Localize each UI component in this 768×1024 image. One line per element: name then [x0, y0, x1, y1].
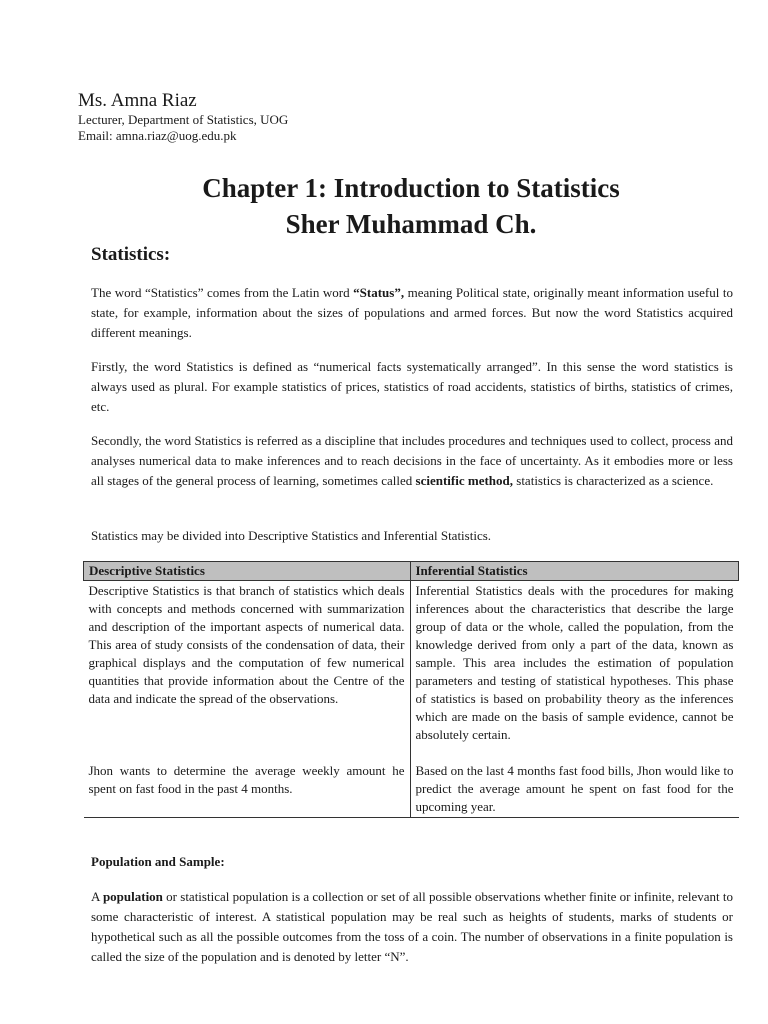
paragraph-text: or statistical population is a collection or set of all possible observations whether finite or infinite, relevant to some characteristic of interest. A statistical population may be real such as heights of students, marks of students or hypothetical such as all the possible outcomes from the toss of a coin. The number of observations in a finite population is called the size of the population and is denoted by letter “N”. — [91, 889, 734, 964]
paragraph-text: A — [91, 889, 103, 904]
inferential-definition-cell: Inferential Statistics deals with the procedures for making inferences about the characteristics that describe the large group of data or the whole, called the population, from the knowledge derived from only a part of the data, known as sample. This area includes the estimation of population parameters and testing of statistical hypotheses. This phase of statistics is based on probability theory as the inferences which are made on the basis of sample evidence, cannot be absolutely certain. — [410, 581, 739, 761]
paragraph-second-meaning — [91, 431, 733, 491]
table-row-definitions — [84, 581, 739, 761]
table-header-inferential: Inferential Statistics — [410, 562, 739, 581]
paragraph-text: Secondly, the word Statistics is referred as a discipline that includes procedures and techniques used to collect, process and analyses numerical data to make inferences and to reach decisions in the face of uncertainty. As it embodies more or less all stages of the general process of learning, sometimes called — [91, 433, 733, 488]
section-heading: Statistics: — [91, 244, 171, 265]
paragraph-division: Statistics may be divided into Descriptive Statistics and Inferential Statistics. — [91, 528, 492, 543]
author-name: Ms. Amna Riaz — [78, 90, 197, 111]
scientific-method-term: scientific method, — [415, 473, 514, 488]
table-row-examples — [84, 760, 739, 818]
descriptive-example-cell: Jhon wants to determine the average weekly amount he spent on fast food in the past 4 months. — [84, 760, 411, 818]
status-term: “Status”, — [353, 285, 405, 300]
paragraph-text: statistics is characterized as a science. — [513, 473, 714, 488]
population-term: population — [102, 889, 163, 904]
paragraph-population — [91, 887, 733, 967]
population-sample-heading: Population and Sample: — [91, 854, 225, 869]
descriptive-definition-cell: Descriptive Statistics is that branch of statistics which deals with concepts and methods concerned with summarization and description of the important aspects of numerical data. This area of study consists of the condensation of data, their graphical displays and the computation of few numerical quantities that provide information about the Centre of the data and indicate the spread of the observations. — [84, 581, 411, 761]
table-header-descriptive: Descriptive Statistics — [84, 562, 411, 581]
paragraph-first-meaning: Firstly, the word Statistics is defined as “numerical facts systematically arranged”. In this sense the word statistics is always used as plural. For example statistics of prices, statistics of road accidents, statistics of births, statistics of crimes, etc. — [91, 359, 733, 414]
comparison-table — [83, 561, 739, 818]
author-role: Lecturer, Department of Statistics, UOG — [78, 112, 289, 127]
paragraph-text: meaning Political state, originally meant information useful to state, for example, information about the sizes of populations and armed forces. But now the word Statistics acquired different meanings. — [91, 285, 734, 340]
paragraph-origin — [91, 283, 733, 343]
table-header-row — [84, 562, 739, 581]
inferential-example-cell: Based on the last 4 months fast food bills, Jhon would like to predict the average amount he spent on fast food for the upcoming year. — [410, 760, 739, 818]
paragraph-text: The word “Statistics” comes from the Latin word — [91, 285, 354, 300]
chapter-author: Sher Muhammad Ch. — [285, 209, 537, 239]
chapter-title: Chapter 1: Introduction to Statistics — [202, 173, 620, 203]
author-email: Email: amna.riaz@uog.edu.pk — [78, 128, 237, 143]
